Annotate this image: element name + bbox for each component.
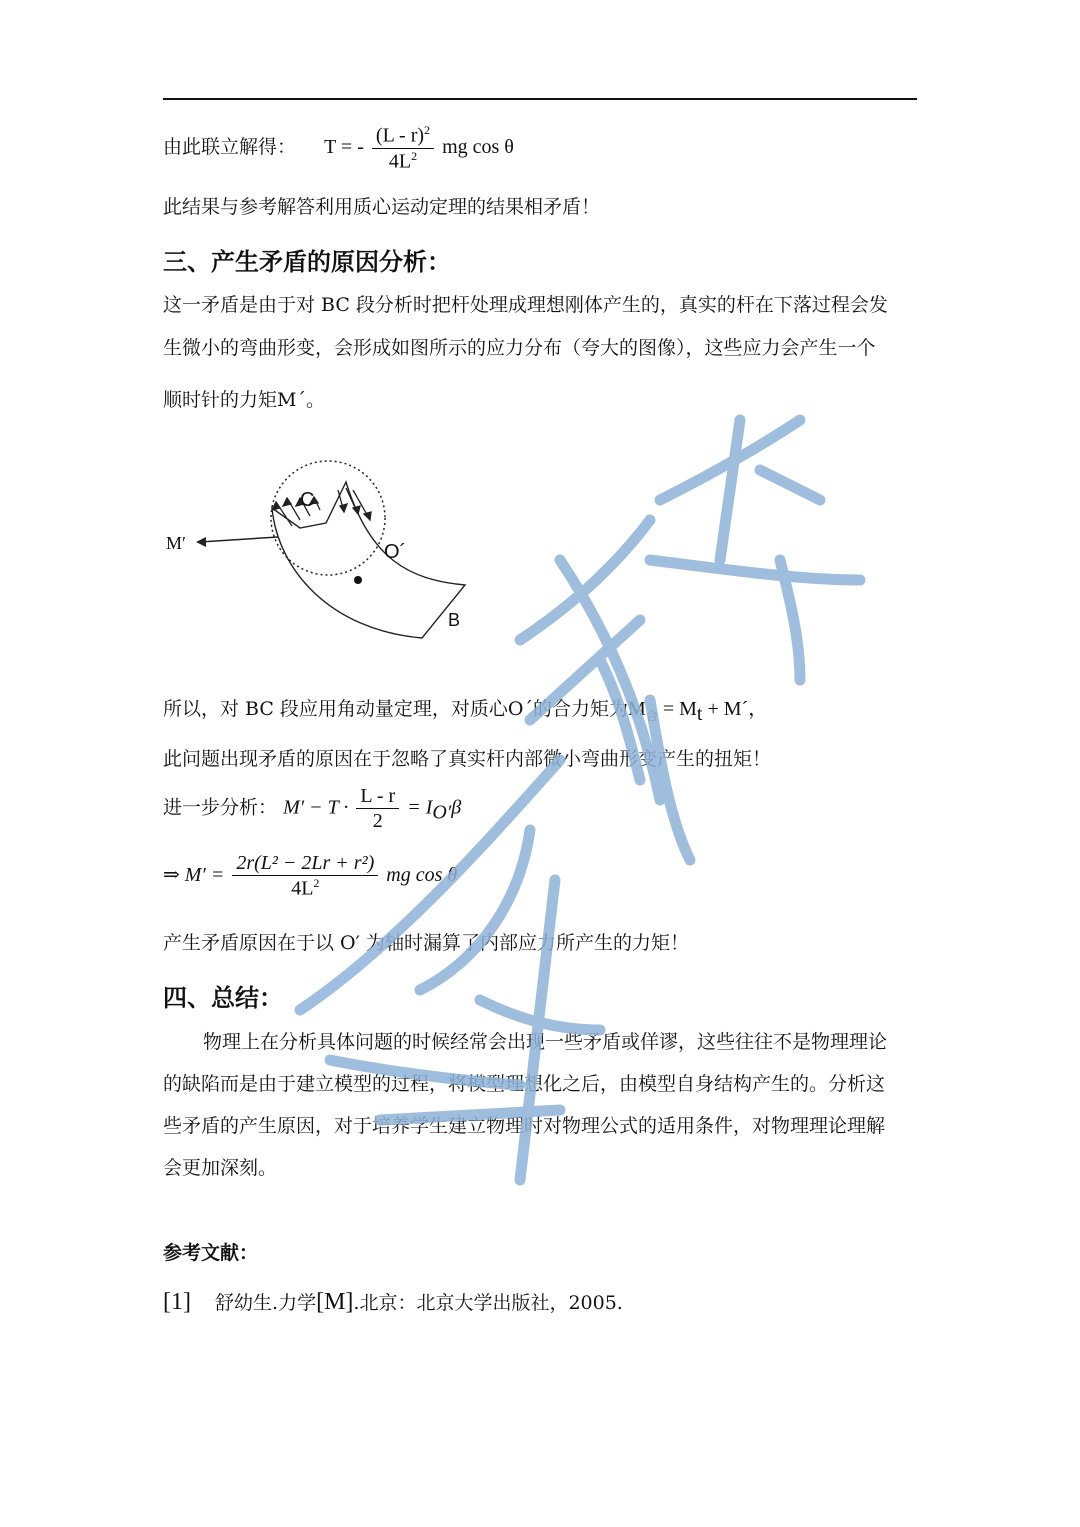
further-fraction bbox=[356, 785, 399, 832]
m-tail: + M´， bbox=[702, 698, 769, 720]
further-label: 进一步分析： bbox=[163, 796, 278, 819]
further-lhs: M′ − T · bbox=[283, 796, 349, 819]
reference-item-1 bbox=[163, 1288, 623, 1317]
angular-text: 所以，对 BC 段应用角动量定理，对质心O´的合力矩为 bbox=[163, 698, 629, 720]
label-c: C bbox=[300, 489, 315, 511]
section3-line3: 顺时针的力矩M´。 bbox=[163, 389, 325, 411]
result-tail: mg cos θ bbox=[442, 136, 514, 159]
moment-arrow bbox=[200, 537, 278, 542]
further-rhs: = I bbox=[407, 796, 433, 819]
m-eq: = M bbox=[657, 698, 697, 720]
header-rule bbox=[163, 98, 917, 100]
moment-tail: mg cos θ bbox=[386, 863, 458, 886]
summary-line1: 物理上在分析具体问题的时候经常会出现一些矛盾或佯谬，这些往往不是物理理论 bbox=[203, 1031, 888, 1053]
section3-line2: 生微小的弯曲形变，会形成如图所示的应力分布（夸大的图像），这些应力会产生一个 bbox=[163, 337, 876, 359]
summary-line3: 些矛盾的产生原因，对于培养学生建立物理时对物理公式的适用条件，对物理理论理解 bbox=[163, 1115, 886, 1137]
reference-type: [M] bbox=[316, 1289, 354, 1315]
result-fraction bbox=[372, 124, 434, 172]
label-o-prime: O´ bbox=[384, 541, 407, 563]
contradiction-text: 此结果与参考解答利用质心运动定理的结果相矛盾！ bbox=[163, 196, 601, 218]
further-equation bbox=[163, 785, 461, 832]
label-m-prime: M′ bbox=[166, 533, 186, 553]
moment-lhs: ⇒ M′ = bbox=[163, 863, 225, 886]
moment-den-exp: 2 bbox=[313, 876, 320, 890]
moment-num: 2r(L² − 2Lr + r²) bbox=[232, 852, 378, 876]
mt-sub: t bbox=[696, 702, 703, 725]
further-num: L - r bbox=[356, 785, 399, 809]
mass-center-dot bbox=[354, 576, 362, 584]
result-den: 4L bbox=[388, 150, 412, 173]
neglect-text: 此问题出现矛盾的原因在于忽略了真实杆内部微小弯曲形变产生的扭矩！ bbox=[163, 748, 772, 770]
m-total-sub: 合 bbox=[645, 708, 658, 723]
m-total: M bbox=[628, 698, 646, 720]
further-beta: β bbox=[451, 796, 462, 819]
moment-fraction bbox=[232, 852, 378, 900]
summary-line4: 会更加深刻。 bbox=[163, 1157, 278, 1179]
angular-momentum-line bbox=[163, 697, 768, 726]
references-heading: 参考文献： bbox=[163, 1242, 259, 1264]
label-b: B bbox=[448, 610, 461, 630]
section4-heading: 四、总结： bbox=[163, 983, 283, 1012]
further-rhs-sub: O′ bbox=[432, 801, 452, 824]
moment-den: 4L bbox=[291, 877, 314, 900]
result-label: 由此联立解得： bbox=[163, 136, 297, 159]
reference-publisher: .北京：北京大学出版社，2005. bbox=[353, 1292, 623, 1314]
result-num-exp: 2 bbox=[424, 123, 431, 137]
moment-equation bbox=[163, 852, 457, 900]
section3-heading: 三、产生矛盾的原因分析： bbox=[163, 247, 451, 276]
result-lhs: T = - bbox=[324, 136, 364, 159]
result-num: (L - r) bbox=[375, 124, 425, 147]
moment-arrow-head bbox=[196, 537, 206, 547]
cause-text: 产生矛盾原因在于以 O′ 为轴时漏算了内部应力所产生的力矩！ bbox=[163, 932, 689, 954]
stress-diagram bbox=[160, 450, 480, 645]
reference-number: [1] bbox=[163, 1289, 191, 1315]
result-equation bbox=[163, 124, 514, 172]
summary-line2: 的缺陷而是由于建立模型的过程，将模型理想化之后，由模型自身结构产生的。分析这 bbox=[163, 1073, 886, 1095]
further-den: 2 bbox=[372, 810, 383, 832]
reference-author: 舒幼生.力学 bbox=[215, 1292, 317, 1314]
result-den-exp: 2 bbox=[411, 148, 418, 163]
section3-line1: 这一矛盾是由于对 BC 段分析时把杆处理成理想刚体产生的，真实的杆在下落过程会发 bbox=[163, 294, 888, 316]
